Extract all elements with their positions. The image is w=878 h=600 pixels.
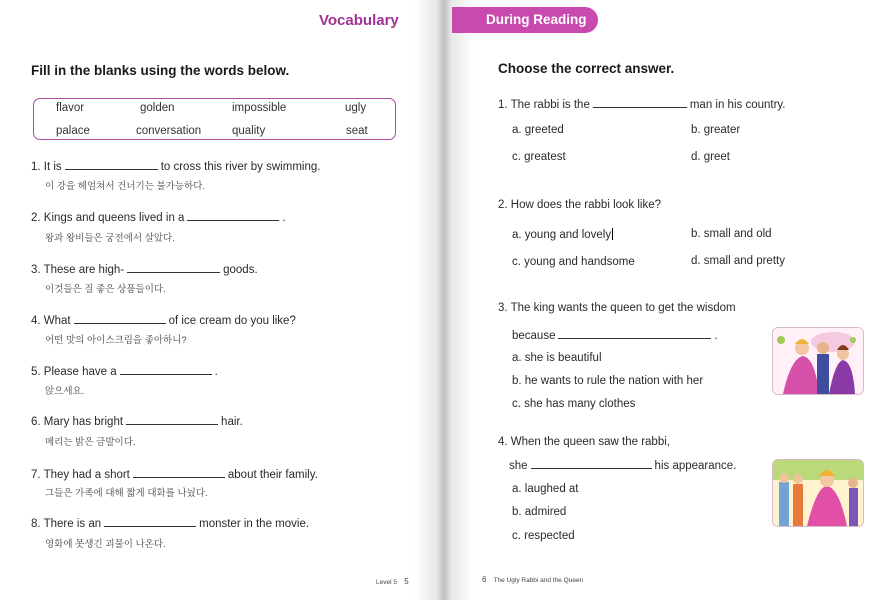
vocab-question-3: 3. These are high- goods. [31,260,258,276]
korean-translation: 그들은 가족에 대해 짧게 대화를 나눴다. [45,488,208,499]
queen-rabbi-illustration [772,459,864,527]
answer-option[interactable]: a. she is beautiful [512,352,602,364]
word-bank-item: impossible [232,102,287,114]
korean-translation: 영화에 못생긴 괴물이 나온다. [45,539,166,550]
answer-blank[interactable] [593,95,687,108]
answer-option[interactable]: b. admired [512,506,567,518]
answer-blank[interactable] [104,514,196,527]
vocab-question-5: 5. Please have a . [31,362,218,378]
vocab-question-6: 6. Mary has bright hair. [31,412,243,428]
answer-option[interactable]: d. greet [691,151,730,163]
answer-option[interactable]: b. he wants to rule the nation with her [512,375,704,387]
vocab-question-7: 7. They had a short about their family. [31,465,318,481]
answer-option[interactable]: b. small and old [691,228,772,240]
word-bank-item: quality [232,125,266,137]
word-bank-item: flavor [56,102,85,114]
footer-page-number: 5 [404,577,409,586]
answer-blank[interactable] [133,465,225,478]
korean-translation: 이것들은 질 좋은 상품들이다. [45,284,166,295]
answer-option[interactable]: b. greater [691,124,741,136]
vocabulary-page [0,0,438,600]
during-reading-instruction: Choose the correct answer. [498,61,675,76]
during-reading-tab: During Reading [452,7,598,33]
answer-option[interactable]: a. young and lovely [512,229,612,241]
vocab-question-2: 2. Kings and queens lived in a . [31,208,286,224]
answer-blank[interactable] [126,412,218,425]
reading-question-3-line2: because . [512,326,718,342]
korean-translation: 앉으세요. [45,386,85,397]
word-bank-box [33,98,396,140]
word-bank-item: palace [56,125,90,137]
answer-blank[interactable] [120,362,212,375]
answer-blank[interactable] [531,456,652,469]
answer-blank[interactable] [74,311,166,324]
vocabulary-header: Vocabulary [319,12,399,29]
answer-option[interactable]: c. young and handsome [512,256,635,268]
word-bank-item: seat [346,125,368,137]
vocab-question-8: 8. There is an monster in the movie. [31,514,309,530]
footer-page-number: 6 [482,575,487,584]
word-bank-item: golden [140,102,175,114]
korean-translation: 메리는 밝은 금발이다. [45,437,136,448]
reading-question-4-line2: she his appearance. [509,456,736,472]
word-bank-item: conversation [136,125,202,137]
reading-question-3: 3. The king wants the queen to get the wisdom [498,302,736,314]
king-queen-illustration [772,327,864,395]
answer-option[interactable]: c. respected [512,530,575,542]
word-bank-item: ugly [345,102,367,114]
vocabulary-instruction: Fill in the blanks using the words below. [31,63,290,78]
reading-question-1: 1. The rabbi is the man in his country. [498,95,786,111]
answer-option[interactable]: a. greeted [512,124,564,136]
vocab-question-1: 1. It is to cross this river by swimming. [31,157,320,173]
footer-level: Level 5 [376,579,397,586]
answer-blank[interactable] [65,157,158,170]
reading-question-2: 2. How does the rabbi look like? [498,199,662,211]
answer-blank[interactable] [187,208,279,221]
answer-blank[interactable] [558,326,711,339]
answer-blank[interactable] [127,260,220,273]
answer-option[interactable]: c. she has many clothes [512,398,636,410]
answer-option[interactable]: a. laughed at [512,483,579,495]
right-page-footer [482,575,583,584]
footer-book-title: The Ugly Rabbi and the Queen [493,577,584,584]
text-cursor [612,228,613,240]
korean-translation: 이 강을 헤엄쳐서 건너기는 불가능하다. [45,181,206,192]
answer-option[interactable]: c. greatest [512,151,566,163]
vocab-question-4: 4. What of ice cream do you like? [31,311,296,327]
korean-translation: 왕과 왕비들은 궁전에서 살았다. [45,233,175,244]
korean-translation: 어떤 맛의 아이스크림을 좋아하니? [45,335,187,346]
left-page-footer [376,577,409,586]
reading-question-4: 4. When the queen saw the rabbi, [498,436,670,448]
answer-option[interactable]: d. small and pretty [691,255,785,267]
